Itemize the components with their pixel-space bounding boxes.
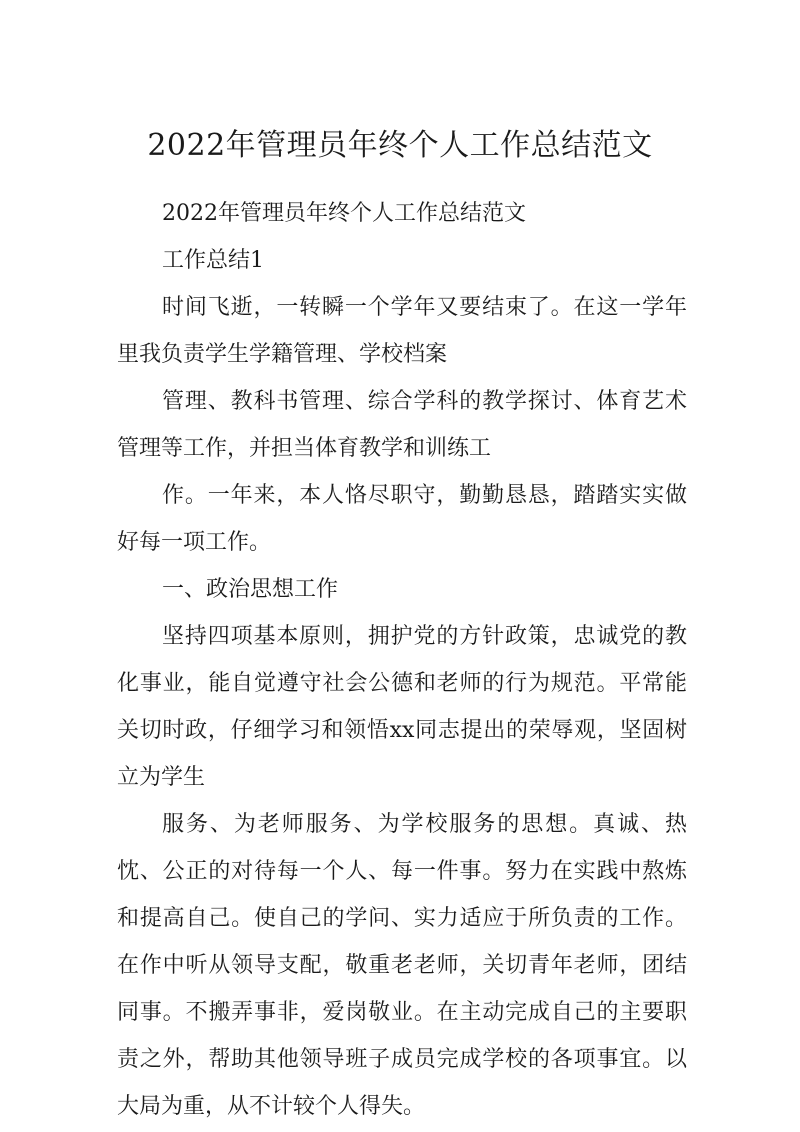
paragraph: 管理、教科书管理、综合学科的教学探讨、体育艺术管理等工作，并担当体育教学和训练工 bbox=[117, 389, 687, 461]
document-body bbox=[117, 190, 687, 1130]
paragraph: 坚持四项基本原则，拥护党的方针政策，忠诚党的教化事业，能自觉遵守社会公德和老师的行为规范。平常能关切时政，仔细学习和领悟xx同志提出的荣辱观，坚固树立为学生 bbox=[117, 624, 687, 790]
paragraph: 服务、为老师服务、为学校服务的思想。真诚、热忱、公正的对待每一个人、每一件事。努力在实践中熬炼和提高自己。使自己的学问、实力适应于所负责的工作。在作中听从领导支配，敬重老老师，关切青年老师，团结同事。不搬弄事非，爱岗敬业。在主动完成自己的主要职责之外，帮助其他领导班子成员完成学校的各项事宜。以大局为重，从不计较个人得失。 bbox=[117, 812, 687, 1119]
paragraph-subtitle: 2022年管理员年终个人工作总结范文 bbox=[162, 201, 526, 226]
paragraph: 作。一年来，本人恪尽职守，勤勤恳恳，踏踏实实做好每一项工作。 bbox=[117, 483, 687, 555]
paragraph-section-label: 工作总结1 bbox=[162, 248, 264, 273]
paragraph: 时间飞逝，一转瞬一个学年又要结束了。在这一学年里我负责学生学籍管理、学校档案 bbox=[117, 295, 687, 367]
paragraph-heading: 一、政治思想工作 bbox=[162, 577, 339, 602]
document-title: 2022年管理员年终个人工作总结范文 bbox=[147, 128, 653, 163]
